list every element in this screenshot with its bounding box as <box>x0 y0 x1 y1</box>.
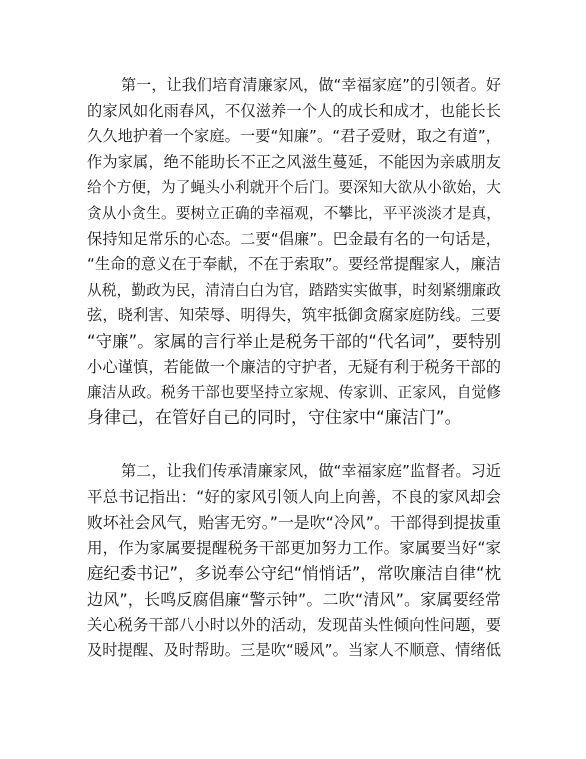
paragraph-line: 关心税务干部八小时以外的活动，发现苗头性倾向性问题，要 <box>87 615 501 634</box>
paragraph-line: 庭纪委书记”，多说奉公守纪“悄悄话”，常吹廉洁自律“枕 <box>87 564 501 584</box>
paragraph-line: 的家风如化雨春风，不仅滋养一个人的成长和成才，也能长长 <box>87 101 501 120</box>
paragraph-line: 从税，勤政为民，清清白白为官，踏踏实实做事，时刻紧绷廉政 <box>87 281 501 299</box>
paragraph-line: 用，作为家属要提醒税务干部更加努力工作。家属要当好“家 <box>87 538 501 557</box>
paragraph-line: 小心谨慎，若能做一个廉洁的守护者，无疑有利于税务干部的 <box>87 357 501 376</box>
paragraph-line: 给个方便，为了蝇头小利就开个后门。要深知大欲从小欲始，大 <box>87 179 501 197</box>
paragraph-line: 久久地护着一个家庭。一要“知廉”。“君子爱财，取之有道”， <box>87 127 501 146</box>
paragraph-line: 作为家属，绝不能助长不正之风滋生蔓延，不能因为亲戚朋友 <box>87 152 501 171</box>
paragraph-line: 贪从小贪生。要树立正确的幸福观，不攀比，平平淡淡才是真， <box>87 204 501 222</box>
paragraph-line: 边风”，长鸣反腐倡廉“警示钟”。二吹“清风”。家属要经常 <box>87 589 501 609</box>
paragraph-line: “生命的意义在于奉献，不在于索取”。要经常提醒家人，廉洁 <box>87 255 501 274</box>
paragraph-line: “守廉”。家属的言行举止是税务干部的“代名词”，要特别 <box>87 331 501 351</box>
paragraph-2 <box>87 459 501 664</box>
paragraph-line: 第一，让我们培育清廉家风，做“幸福家庭”的引领者。好 <box>121 76 501 94</box>
paragraph-line: 平总书记指出：“好的家风引领人向上向善，不良的家风却会 <box>87 487 501 506</box>
paragraph-1 <box>87 73 501 431</box>
paragraph-line: 身律己，在管好自己的同时，守住家中“廉洁门”。 <box>87 407 462 428</box>
paragraph-line: 败坏社会风气，贻害无穷。”一是吹“冷风”。干部得到提拔重 <box>87 513 501 533</box>
paragraph-line: 弦，晓利害、知荣辱、明得失，筑牢抵御贪腐家庭防线。三要 <box>87 306 501 325</box>
paragraph-line: 保持知足常乐的心态。二要“倡廉”。巴金最有名的一句话是， <box>87 229 501 248</box>
paragraph-line: 第二，让我们传承清廉家风，做“幸福家庭”监督者。习近 <box>121 462 501 480</box>
paragraph-line: 廉洁从政。税务干部也要坚持立家规、传家训、正家风，自觉修 <box>87 384 501 402</box>
paragraph-line: 及时提醒、及时帮助。三是吹“暖风”。当家人不顺意、情绪低 <box>87 641 501 660</box>
